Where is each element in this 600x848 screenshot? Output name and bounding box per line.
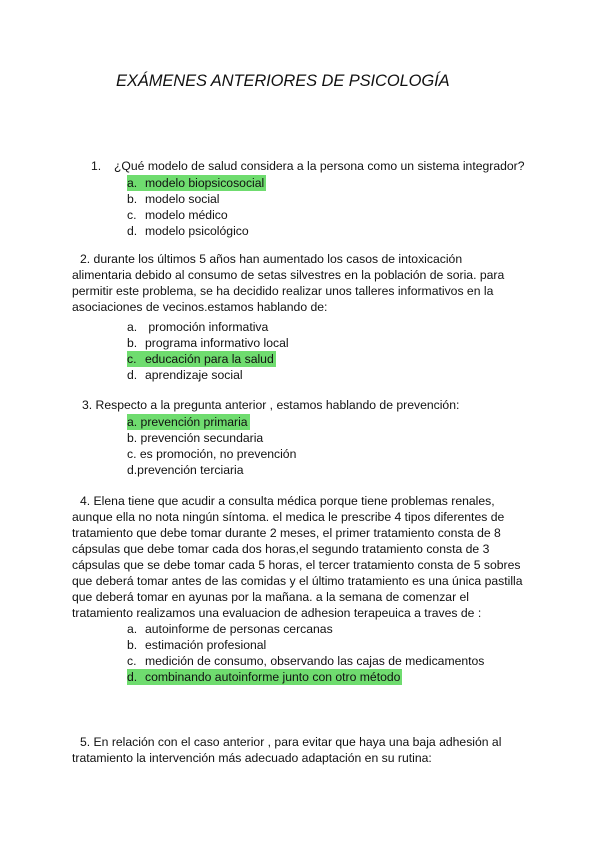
question-2-options (127, 319, 289, 383)
question-4-line: tratamiento realizamos una evaluacion de adhesion terapeuica a traves de : (72, 606, 482, 620)
question-5 (72, 734, 501, 766)
question-4-option-a: a. autoinforme de personas cercanas (127, 622, 333, 636)
question-4-line: 4. Elena tiene que acudir a consulta médica porque tiene problemas renales, (80, 494, 495, 508)
question-4-options (127, 621, 484, 685)
question-4-option-b: b. estimación profesional (127, 638, 267, 652)
question-2-option-a: a. promoción informativa (127, 320, 269, 334)
question-3-option-b: b. prevención secundaria (127, 431, 264, 445)
question-1-option-a: a. modelo biopsicosocial (127, 176, 265, 190)
question-5-line: tratamiento la intervención más adecuado adaptación en su rutina: (72, 751, 432, 765)
question-2 (72, 251, 504, 315)
question-2-option-b: b. programa informativo local (127, 336, 289, 350)
question-3-text: 3. Respecto a la pregunta anterior , estamos hablando de prevención: (82, 398, 460, 412)
question-4-line: que deberá tomar antes de las comidas y el último tratamiento es una única pastilla (72, 574, 523, 588)
question-4-line: tratamiento que debe tomar durante 2 meses, el primer tratamiento consta de 8 (72, 526, 501, 540)
question-1-option-d: d. modelo psicológico (127, 224, 249, 238)
question-2-option-d: d. aprendizaje social (127, 368, 243, 382)
question-3-option-d: d.prevención terciaria (127, 463, 244, 477)
question-4-option-c: c. medición de consumo, observando las cajas de medicamentos (127, 654, 485, 668)
question-3 (82, 397, 459, 413)
question-5-line: 5. En relación con el caso anterior , para evitar que haya una baja adhesión al (80, 735, 502, 749)
question-4-line: aunque ella no nota ningún síntoma. el medica le prescribe 4 tipos diferentes de (72, 510, 505, 524)
question-2-option-c: c. educación para la salud (127, 352, 274, 366)
question-4 (72, 493, 523, 621)
question-1-options (127, 175, 266, 239)
question-4-line: cápsulas que se debe tomar cada 5 horas, el tercer tratamiento consta de 5 sobres (72, 558, 521, 572)
page-title: EXÁMENES ANTERIORES DE PSICOLOGÍA (116, 72, 450, 90)
question-3-option-c: c. es promoción, no prevención (127, 447, 297, 461)
question-2-line: asociaciones de vecinos.estamos hablando de: (72, 300, 328, 314)
question-3-option-a: a. prevención primaria (127, 415, 248, 429)
question-3-options (127, 414, 296, 478)
question-2-line: 2. durante los últimos 5 años han aumentado los casos de intoxicación (80, 252, 463, 266)
question-1-option-b: b. modelo social (127, 192, 220, 206)
question-4-line: cápsulas que debe tomar cada dos horas,el segundo tratamiento consta de 3 (72, 542, 490, 556)
question-4-option-d: d. combinando autoinforme junto con otro método (127, 670, 401, 684)
question-1-number: 1. (91, 159, 102, 173)
question-1-option-c: c. modelo médico (127, 208, 228, 222)
question-1-text: ¿Qué modelo de salud considera a la persona como un sistema integrador? (113, 159, 525, 173)
question-1 (91, 158, 525, 174)
question-4-line: que deberá tomar en ayunas por la mañana. a la semana de comenzar el (72, 590, 470, 604)
question-2-line: alimentaria debido al consumo de setas silvestres en la población de soria. para (72, 268, 505, 282)
question-2-line: permitir este problema, se ha decidido realizar unos talleres informativos en la (72, 284, 494, 298)
